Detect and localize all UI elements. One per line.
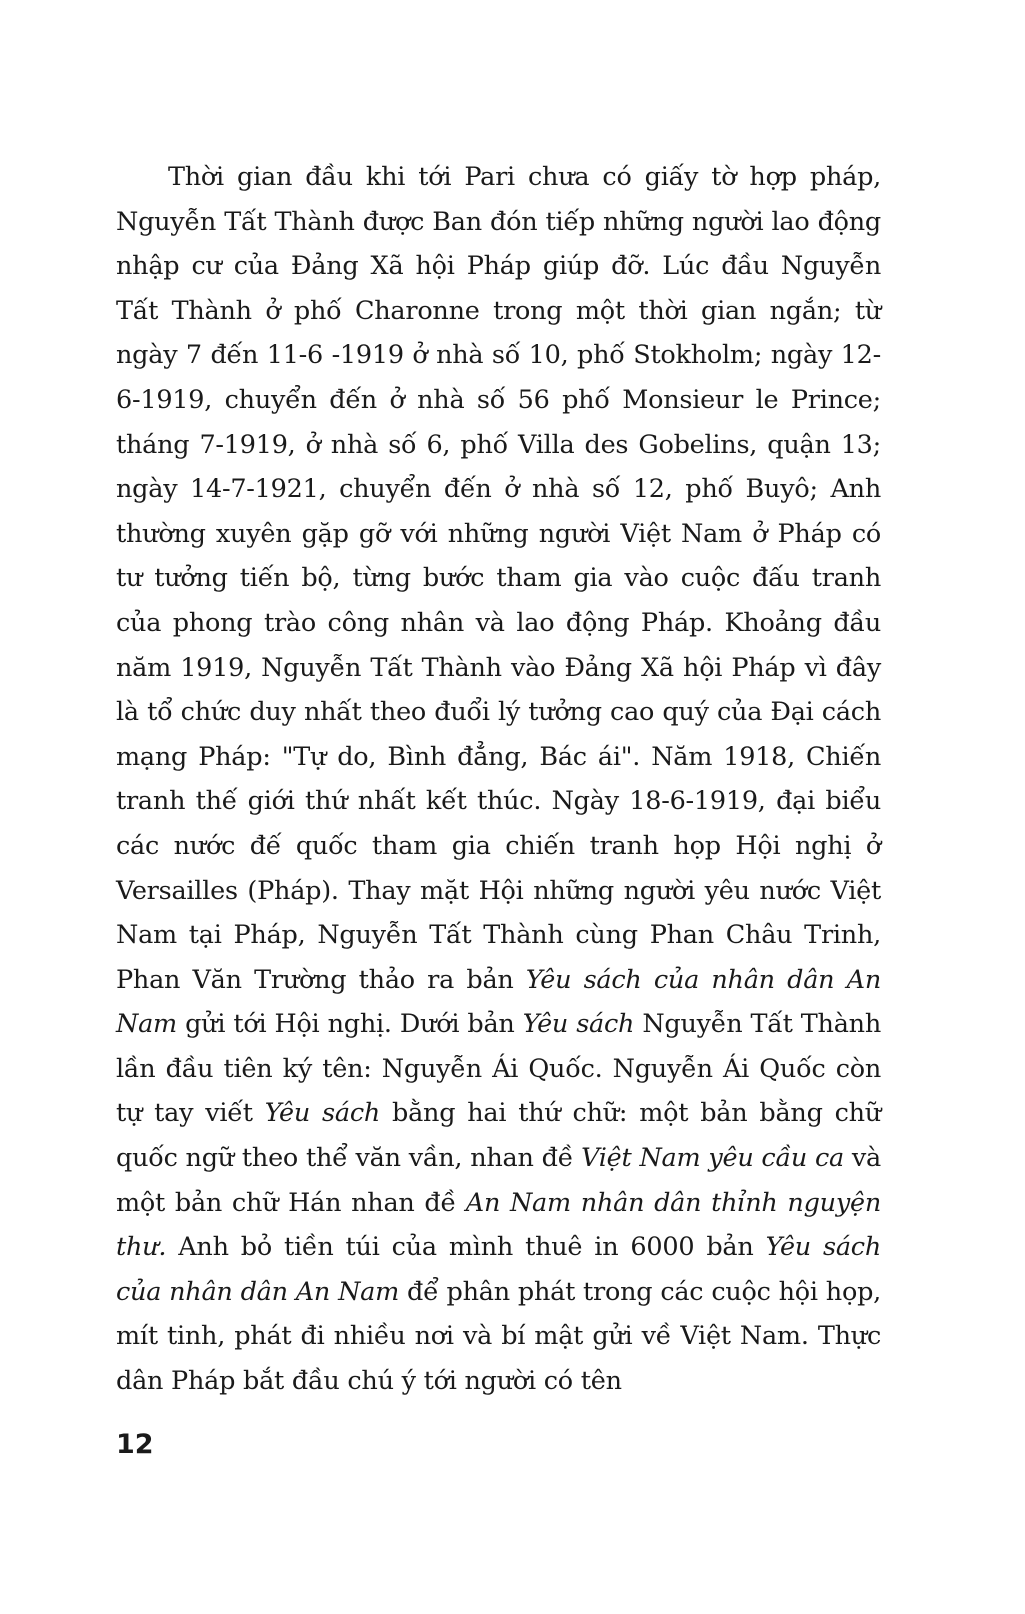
text-run: Thời gian đầu khi tới Pari chưa có giấy tờ hợp pháp, Nguyễn Tất Thành được Ban đón tiếp những người lao động nhập cư của Đảng Xã hội Pháp giúp đỡ. Lúc đầu Nguyễn Tất Thành ở phố Charonne trong một thời gian ngắn; từ ngày 7 đến 11-6 -1919 ở nhà số 10, phố Stokholm; ngày 12-6-1919, chuyển đến ở nhà số 56 phố Monsieur le Prince; tháng 7-1919, ở nhà số 6, phố Villa des Gobelins, quận 13; ngày 14-7-1921, chuyển đến ở nhà số 12, phố Buyô; Anh thường xuyên gặp gỡ với những người Việt Nam ở Pháp có tư tưởng tiến bộ, từng bước tham gia vào cuộc đấu tranh của phong trào công nhân và lao động Pháp. Khoảng đầu năm 1919, Nguyễn Tất Thành vào Đảng Xã hội Pháp vì đây là tổ chức duy nhất theo đuổi lý tưởng cao quý của Đại cách mạng Pháp: "Tự do, Bình đẳng, Bác ái". Năm 1918, Chiến tranh thế giới thứ nhất kết thúc. Ngày 18-6-1919, đại biểu các nước đế quốc tham gia chiến tranh họp Hội nghị ở Versailles (Pháp). Thay mặt Hội những người yêu nước Việt Nam tại Pháp, Nguyễn Tất Thành cùng Phan Châu Trinh, Phan Văn Trường thảo ra bản bbox=[116, 162, 881, 995]
italic-title-run: Việt Nam yêu cầu ca bbox=[581, 1143, 844, 1174]
italic-title-run: Yêu sách của nhân dân An Nam bbox=[116, 1232, 882, 1307]
text-run: gửi tới Hội nghị. Dưới bản bbox=[176, 1009, 523, 1040]
italic-title-run: An Nam nhân dân thỉnh nguyện thư. bbox=[116, 1187, 882, 1263]
text-run: Anh bỏ tiền túi của mình thuê in 6000 bản bbox=[166, 1232, 766, 1263]
page-number: 12 bbox=[116, 1429, 154, 1460]
italic-title-run: Yêu sách của nhân dân An Nam bbox=[116, 964, 881, 1040]
body-paragraph bbox=[116, 155, 881, 1404]
text-run: bằng hai thứ chữ: một bản bằng chữ quốc ngữ theo thể văn vần, nhan đề bbox=[116, 1098, 882, 1174]
italic-title-run: Yêu sách bbox=[522, 1009, 635, 1040]
italic-title-run: Yêu sách bbox=[264, 1098, 381, 1129]
text-run: để phân phát trong các cuộc hội họp, mít tinh, phát đi nhiều nơi và bí mật gửi về Việt Nam. Thực dân Pháp bắt đầu chú ý tới người có tên bbox=[116, 1276, 881, 1397]
text-run: và một bản chữ Hán nhan đề bbox=[116, 1143, 881, 1218]
text-run: Nguyễn Tất Thành lần đầu tiên ký tên: Nguyễn Ái Quốc. Nguyễn Ái Quốc còn tự tay viết bbox=[116, 1009, 881, 1129]
